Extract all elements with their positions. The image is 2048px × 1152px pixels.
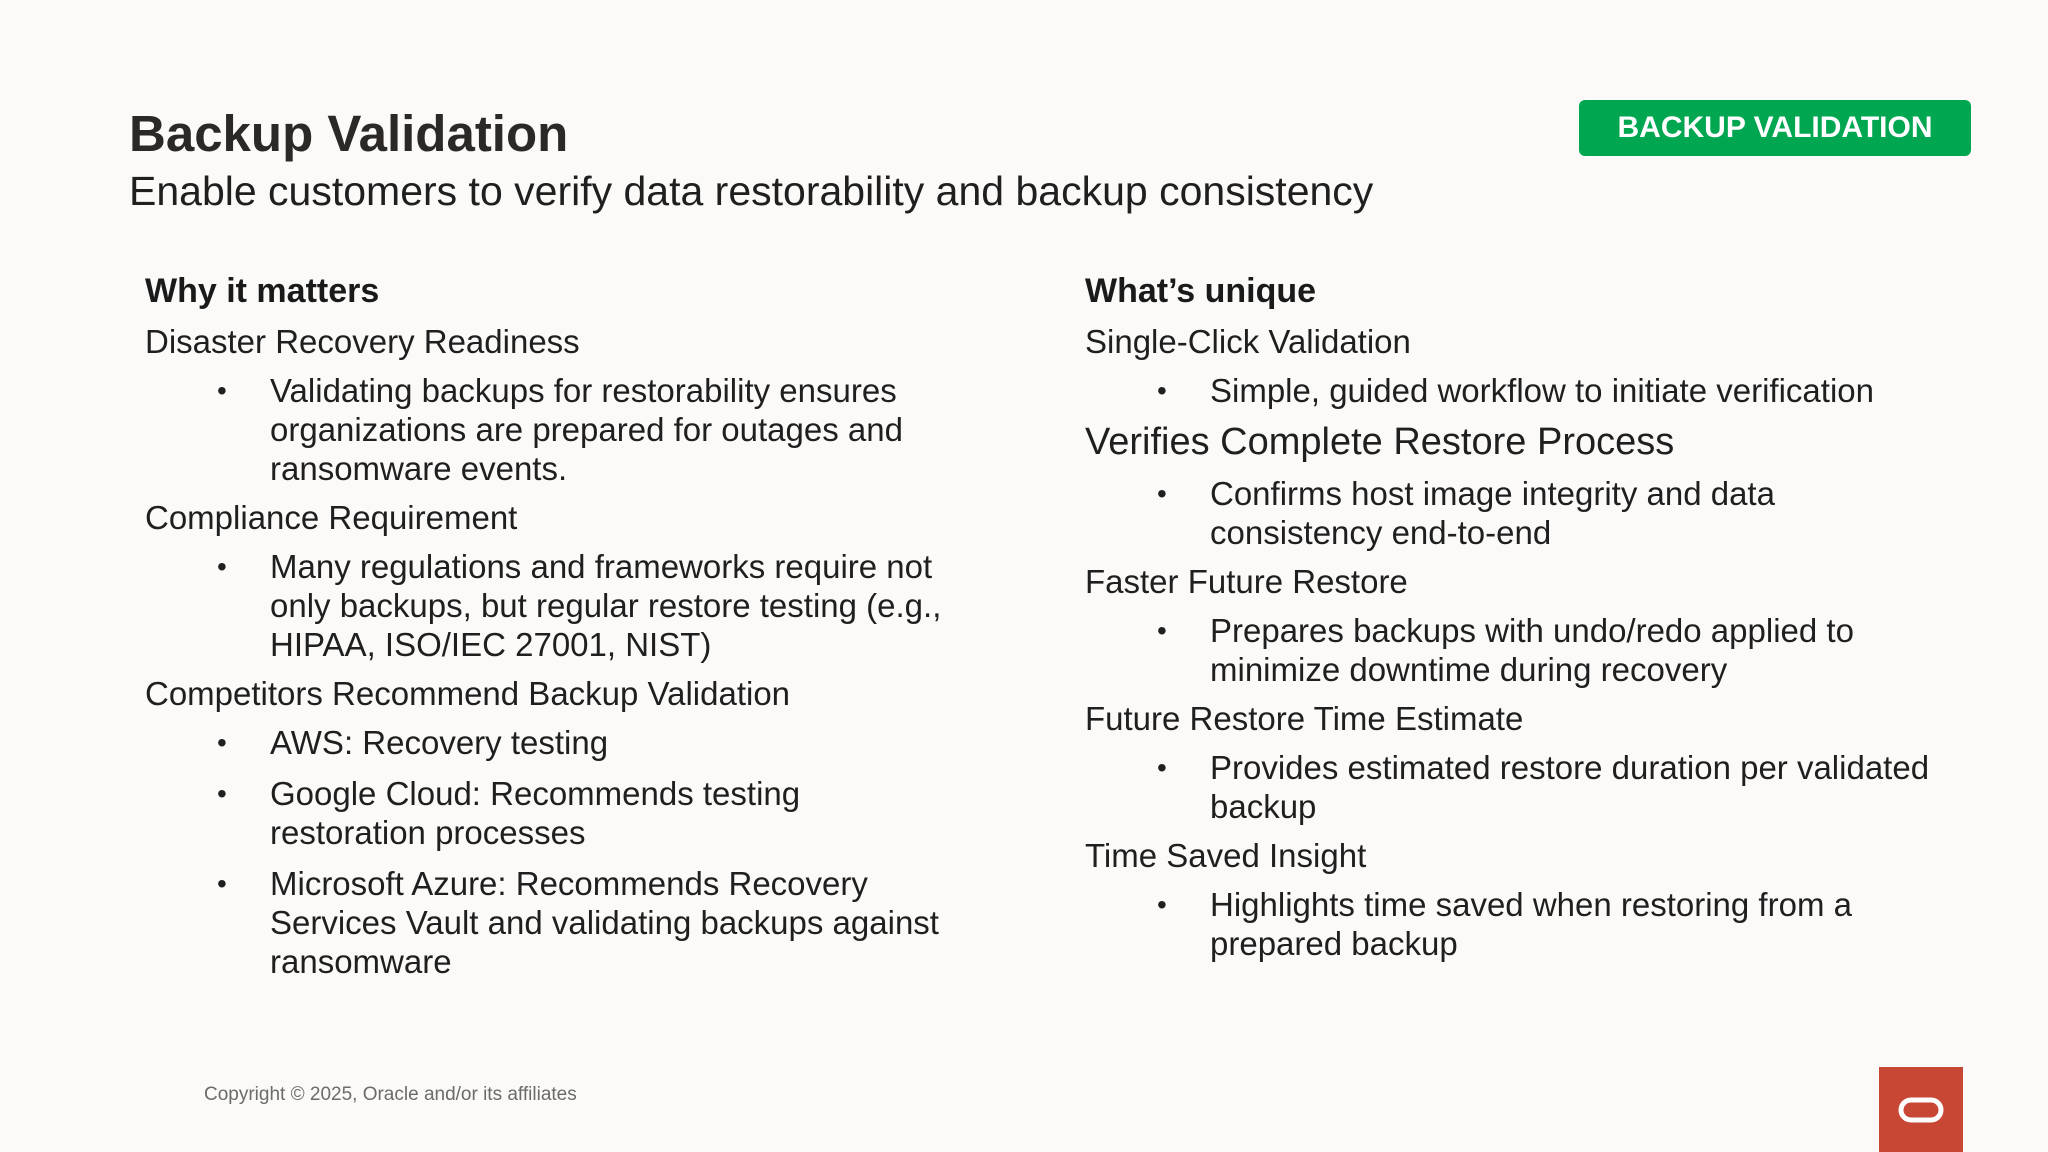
list-item: • Google Cloud: Recommends testing restoration processes [217,775,801,851]
topic-badge: BACKUP VALIDATION [1579,100,1971,156]
section-title: Compliance Requirement [145,499,518,536]
section-title: Competitors Recommend Backup Validation [145,675,791,712]
bullet-icon: • [217,551,227,582]
list-item: • Validating backups for restorability ensures organizations are prepared for outages and ransomware events. [217,372,903,487]
bullet-icon: • [1157,375,1167,406]
bullet-icon: • [217,778,227,809]
page-subtitle: Enable customers to verify data restorability and backup consistency [129,168,1374,214]
section-title: Faster Future Restore [1085,563,1408,600]
section-faster-restore [1085,561,1955,689]
section-title: Verifies Complete Restore Process [1085,421,1675,463]
column-heading: What’s unique [1085,272,1317,310]
section-verifies-restore [1085,419,1955,552]
section-compliance [145,497,965,664]
list-item: • AWS: Recovery testing [217,724,609,761]
section-disaster-recovery [145,321,965,488]
copyright-footer: Copyright © 2025, Oracle and/or its affiliates [204,1084,577,1105]
list-item: • Prepares backups with undo/redo applied to minimize downtime during recovery [1157,612,1854,688]
bullet-icon: • [1157,478,1167,509]
section-competitors [145,673,965,981]
list-item: • Highlights time saved when restoring from a prepared backup [1157,886,1852,962]
bullet-icon: • [217,375,227,406]
list-item: • Simple, guided workflow to initiate verification [1157,372,1874,409]
whats-unique-column [1085,272,1955,972]
bullet-icon: • [1157,752,1167,783]
oracle-ring-icon [1897,1094,1945,1126]
oracle-logo-icon [1879,1067,1963,1152]
why-it-matters-column [145,272,965,990]
section-time-estimate [1085,698,1955,826]
section-title: Single-Click Validation [1085,323,1411,360]
list-item: • Microsoft Azure: Recommends Recovery Services Vault and validating backups against ransomware [217,865,939,980]
section-time-saved [1085,835,1955,963]
list-item: • Provides estimated restore duration per validated backup [1157,749,1930,825]
bullet-icon: • [1157,615,1167,646]
page-title: Backup Validation [129,105,569,162]
column-heading: Why it matters [145,272,380,310]
section-title: Time Saved Insight [1085,837,1367,874]
list-item: • Confirms host image integrity and data consistency end-to-end [1157,475,1775,551]
section-single-click [1085,321,1955,410]
section-title: Future Restore Time Estimate [1085,700,1524,737]
bullet-icon: • [1157,889,1167,920]
list-item: • Many regulations and frameworks require not only backups, but regular restore testing (e.g., HIPAA, ISO/IEC 27001, NIST) [217,548,942,663]
section-title: Disaster Recovery Readiness [145,323,580,360]
bullet-icon: • [217,868,227,899]
bullet-icon: • [217,727,227,758]
